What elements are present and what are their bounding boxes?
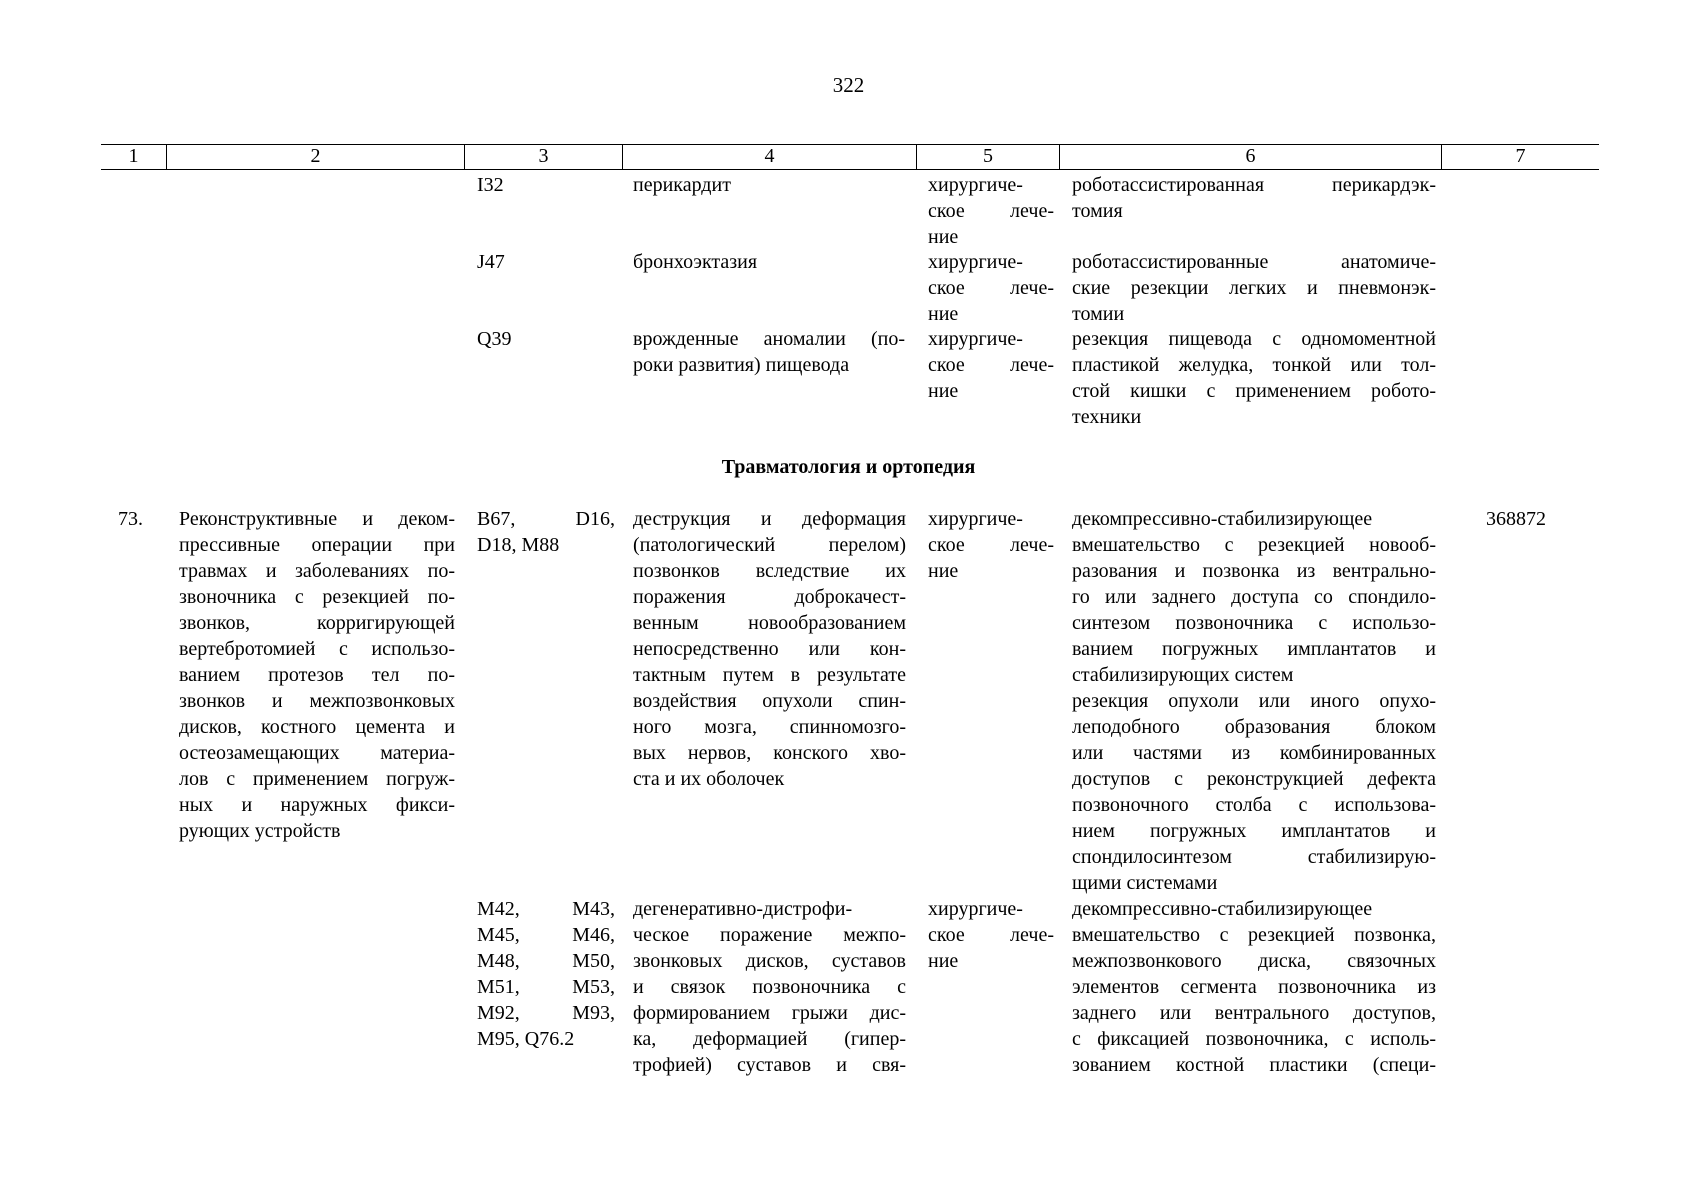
row-treatment: хирургиче- ское лече- ние <box>928 251 1054 325</box>
row-treatment: хирургиче- ское лече- ние <box>928 328 1054 402</box>
header-col-3: 3 <box>464 145 622 169</box>
row-method: декомпрессивно-стабилизирующее вмешательство с резекцией новооб- разования и позвонка из вентрально- го или заднего доступа со спондило- синтезом позвоночника с использо- ванием погружных имплантатов и стабилизирующих систем резекция опухоли или иного опухо- леподобного образования блоком или частями из комбинированных доступов с реконструкцией дефекта позвоночного столба с использова- нием погружных имплантатов и спондилосинтезом стабилизирую- щими системами <box>1072 508 1436 894</box>
header-col-5: 5 <box>916 145 1059 169</box>
row-treatment: хирургиче- ское лече- ние <box>928 508 1054 582</box>
header-col-4: 4 <box>622 145 916 169</box>
row-method: роботассистированные анатомиче- ские резекции легких и пневмонэк- томии <box>1072 251 1436 325</box>
row-treatment: хирургиче- ское лече- ние <box>928 898 1054 972</box>
header-col-7: 7 <box>1441 145 1599 169</box>
row-method: резекция пищевода с одномоментной пластикой желудка, тонкой или тол- стой кишки с применением робото- техники <box>1072 328 1436 428</box>
section-title: Травматология и ортопедия <box>721 456 976 478</box>
row-diagnosis: перикардит <box>633 174 731 196</box>
item-number: 73. <box>118 508 143 530</box>
row-code: I32 <box>477 174 504 196</box>
page-number: 322 <box>832 73 865 97</box>
item-cost: 368872 <box>1486 508 1546 530</box>
row-code: B67, D16, D18, M88 <box>477 508 615 556</box>
row-code: Q39 <box>477 328 512 350</box>
row-method: роботассистированная перикардэк- томия <box>1072 174 1436 222</box>
row-diagnosis: деструкция и деформация (патологический перелом) позвонков вследствие их поражения доброкачест- венным новообразованием непосредственно или кон- тактным путем в результате воздействия опухоли спин- ного мозга, спинномозго- вых нервов, конского хво- ста и их оболочек <box>633 508 906 790</box>
row-code: M42, M43, M45, M46, M48, M50, M51, M53, M92, M93, M95, Q76.2 <box>477 898 615 1050</box>
header-col-2: 2 <box>166 145 464 169</box>
row-diagnosis: врожденные аномалии (по- роки развития) пищевода <box>633 328 905 376</box>
item-name: Реконструктивные и деком- прессивные операции при травмах и заболеваниях по- звоночника с резекцией по- звонков, корригирующей вертебротомией с использо- ванием протезов тел по- звонков и межпозвонковых дисков, костного цемента и остеозамещающих материа- лов с применением погруж- ных и наружных фикси- рующих устройств <box>179 508 455 842</box>
row-diagnosis: бронхоэктазия <box>633 251 758 273</box>
header-col-6: 6 <box>1059 145 1441 169</box>
row-method: декомпрессивно-стабилизирующее вмешательство с резекцией позвонка, межпозвонкового диска, связочных элементов сегмента позвоночника из заднего или вентрального доступов, с фиксацией позвоночника, с исполь- зованием костной пластики (специ- <box>1072 898 1436 1076</box>
table-header <box>101 144 1599 170</box>
row-code: J47 <box>477 251 505 273</box>
row-treatment: хирургиче- ское лече- ние <box>928 174 1054 248</box>
row-diagnosis: дегенеративно-дистрофи- ческое поражение межпо- звонковых дисков, суставов и связок позвоночника с формированием грыжи дис- ка, деформацией (гипер- трофией) суставов и свя- <box>633 898 906 1076</box>
header-col-1: 1 <box>128 145 139 167</box>
